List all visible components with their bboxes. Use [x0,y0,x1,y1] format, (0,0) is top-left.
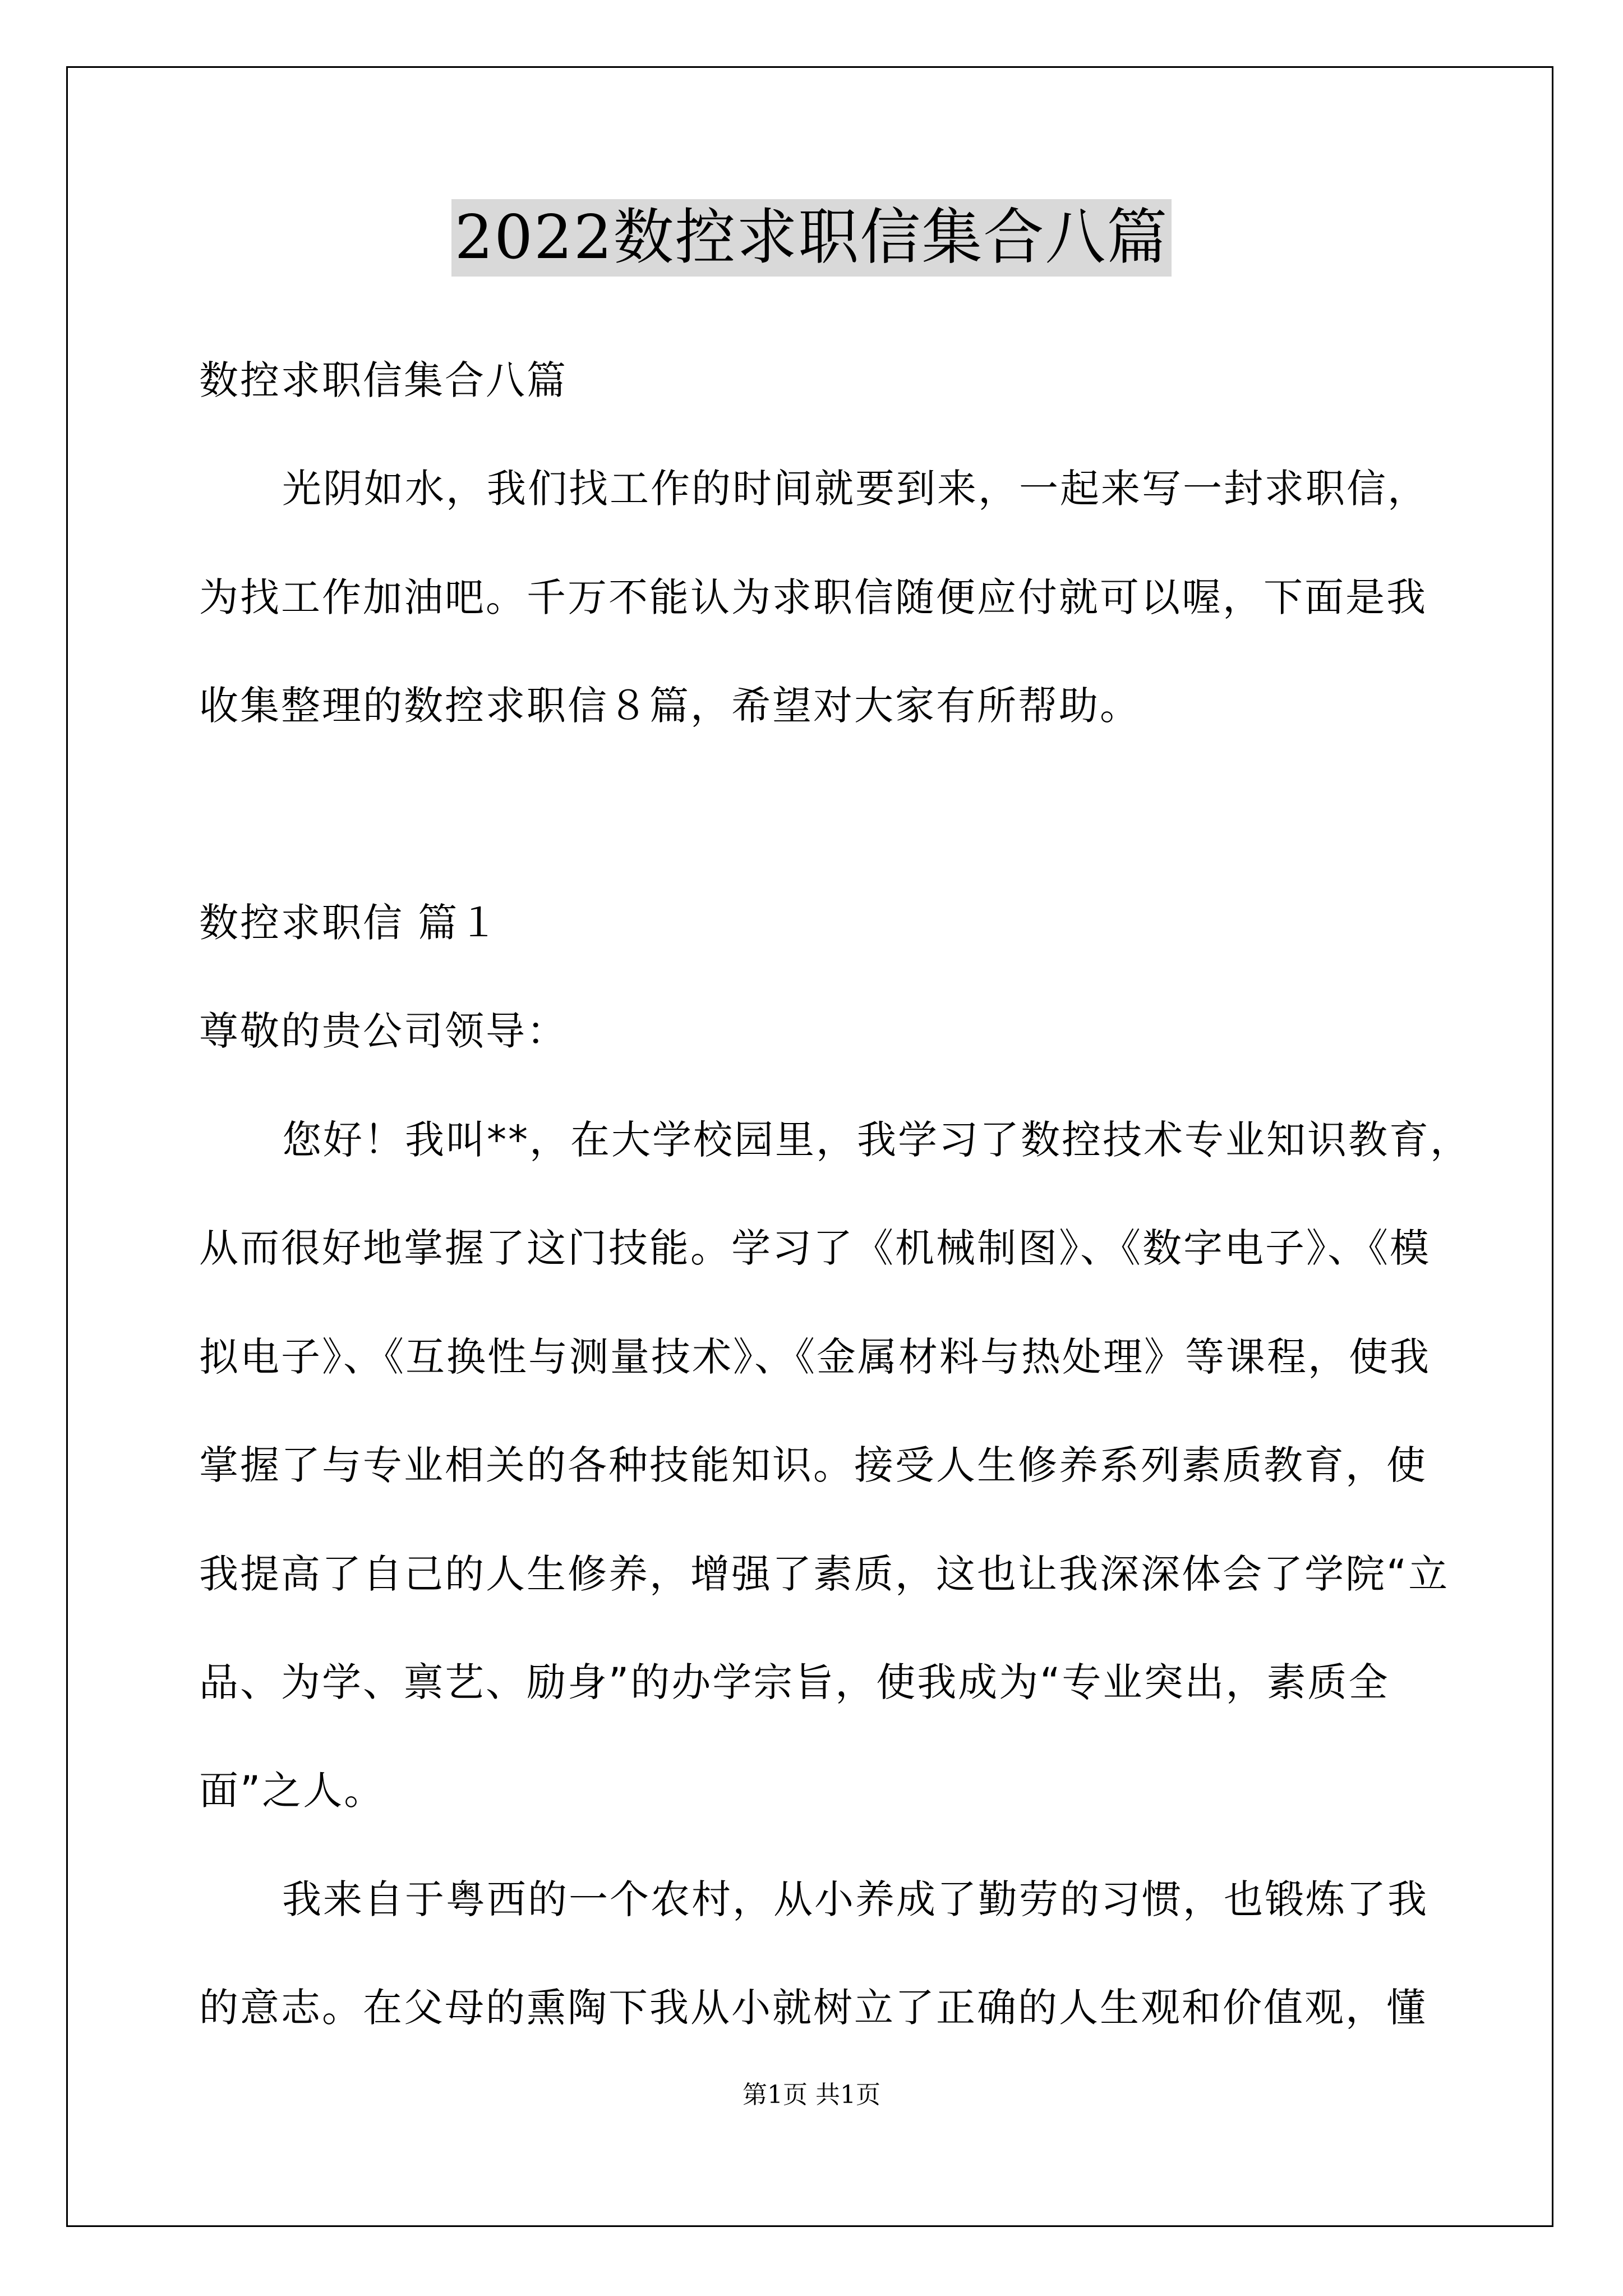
body-line-6: 品、为学、禀艺、励身”的办学宗旨，使我成为“专业突出，素质全 [199,1659,1390,1705]
intro-line-2: 为找工作加油吧。千万不能认为求职信随便应付就可以喔，下面是我 [199,574,1427,620]
subtitle-line: 数控求职信集合八篇 [199,357,568,403]
intro-line-3: 收集整理的数控求职信８篇，希望对大家有所帮助。 [199,683,1141,729]
body-line-4: 掌握了与专业相关的各种技能知识。接受人生修养系列素质教育，使 [199,1442,1427,1488]
body-line-7: 面”之人。 [199,1768,385,1814]
salutation: 尊敬的贵公司领导： [199,1008,568,1054]
body-line-1: 您好！我叫**，在大学校园里，我学习了数控技术专业知识教育， [282,1117,1471,1163]
page-footer: 第1页 共1页 [743,2081,880,2109]
body-line-9: 的意志。在父母的熏陶下我从小就树立了正确的人生观和价值观，懂 [199,1985,1427,2031]
document-title: 2022数控求职信集合八篇 [451,199,1172,277]
body-line-5: 我提高了自己的人生修养，增强了素质，这也让我深深体会了学院“立 [199,1551,1450,1597]
body-line-3: 拟电子》、《互换性与测量技术》、《金属材料与热处理》等课程，使我 [199,1334,1431,1380]
body-line-2: 从而很好地掌握了这门技能。学习了《机械制图》、《数字电子》、《模 [199,1225,1431,1271]
section-heading: 数控求职信 篇１ [199,900,500,946]
title-container [0,199,1623,277]
body-line-8: 我来自于粤西的一个农村，从小养成了勤劳的习惯，也锻炼了我 [282,1876,1428,1922]
intro-line-1: 光阴如水，我们找工作的时间就要到来，一起来写一封求职信， [282,466,1428,512]
